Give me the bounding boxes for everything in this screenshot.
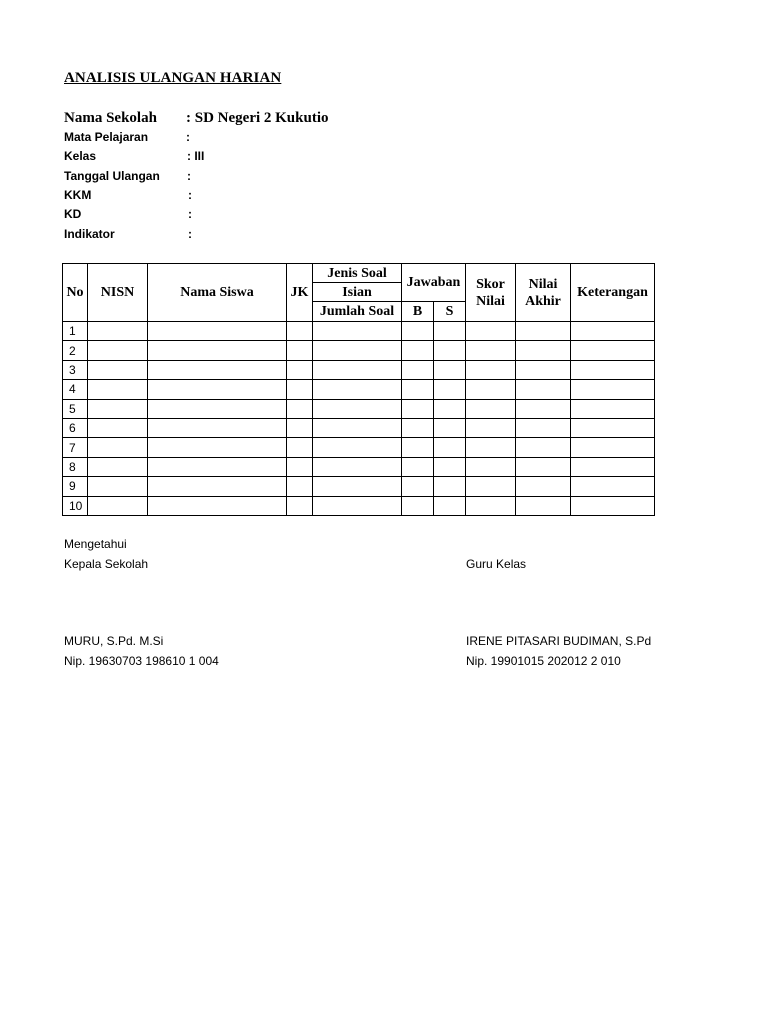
- gender-cell: [287, 399, 313, 418]
- score-cell: [466, 360, 516, 379]
- row-number: 9: [63, 477, 88, 496]
- final-grade-cell: [516, 418, 571, 437]
- question-count-cell: [313, 399, 402, 418]
- header-answer: Jawaban: [402, 264, 466, 302]
- remarks-cell: [571, 477, 655, 496]
- score-cell: [466, 399, 516, 418]
- score-cell: [466, 457, 516, 476]
- score-cell: [466, 418, 516, 437]
- student-name-cell: [148, 418, 287, 437]
- nisn-cell: [88, 399, 148, 418]
- wrong-cell: [434, 438, 466, 457]
- info-value: :: [188, 188, 192, 202]
- remarks-cell: [571, 322, 655, 341]
- footer-principal-role: Kepala Sekolah: [64, 557, 149, 571]
- question-count-cell: [313, 477, 402, 496]
- remarks-cell: [571, 418, 655, 437]
- final-grade-cell: [516, 341, 571, 360]
- gender-cell: [287, 360, 313, 379]
- nisn-cell: [88, 457, 148, 476]
- info-label: KKM: [64, 188, 92, 202]
- teacher-name: IRENE PITASARI BUDIMAN, S.Pd: [466, 634, 652, 648]
- school-value: : SD Negeri 2 Kukutio: [186, 110, 329, 126]
- row-number: 1: [63, 322, 88, 341]
- table-row: [63, 341, 655, 360]
- score-cell: [466, 322, 516, 341]
- score-cell: [466, 438, 516, 457]
- nisn-cell: [88, 438, 148, 457]
- wrong-cell: [434, 399, 466, 418]
- question-count-cell: [313, 438, 402, 457]
- question-count-cell: [313, 360, 402, 379]
- score-cell: [466, 477, 516, 496]
- info-value: :: [188, 227, 192, 241]
- student-name-cell: [148, 341, 287, 360]
- footer-teacher-role: Guru Kelas: [466, 557, 527, 571]
- remarks-cell: [571, 496, 655, 515]
- student-name-cell: [148, 438, 287, 457]
- info-label: Tanggal Ulangan: [64, 169, 160, 183]
- correct-cell: [402, 380, 434, 399]
- student-name-cell: [148, 457, 287, 476]
- header-correct: B: [402, 302, 434, 322]
- student-name-cell: [148, 360, 287, 379]
- wrong-cell: [434, 418, 466, 437]
- score-cell: [466, 380, 516, 399]
- nisn-cell: [88, 418, 148, 437]
- header-final-grade-label: Nilai Akhir: [525, 276, 561, 309]
- table-body: [63, 322, 655, 516]
- gender-cell: [287, 418, 313, 437]
- gender-cell: [287, 496, 313, 515]
- row-number: 5: [63, 399, 88, 418]
- table-row: [63, 496, 655, 515]
- wrong-cell: [434, 457, 466, 476]
- final-grade-cell: [516, 380, 571, 399]
- analysis-table: [62, 263, 655, 516]
- table-row: [63, 438, 655, 457]
- gender-cell: [287, 457, 313, 476]
- student-name-cell: [148, 322, 287, 341]
- info-value: : III: [187, 149, 205, 163]
- info-label: Indikator: [64, 227, 115, 241]
- principal-name: MURU, S.Pd. M.Si: [64, 634, 164, 648]
- correct-cell: [402, 496, 434, 515]
- header-no: No: [63, 264, 88, 322]
- remarks-cell: [571, 341, 655, 360]
- gender-cell: [287, 438, 313, 457]
- wrong-cell: [434, 380, 466, 399]
- remarks-cell: [571, 360, 655, 379]
- footer-acknowledged: Mengetahui: [64, 537, 127, 551]
- student-name-cell: [148, 380, 287, 399]
- score-cell: [466, 341, 516, 360]
- gender-cell: [287, 477, 313, 496]
- remarks-cell: [571, 438, 655, 457]
- correct-cell: [402, 438, 434, 457]
- header-question-count: Jumlah Soal: [313, 302, 402, 322]
- nisn-cell: [88, 341, 148, 360]
- table-row: [63, 399, 655, 418]
- info-value: :: [188, 207, 192, 221]
- header-gender: JK: [287, 264, 313, 322]
- nisn-cell: [88, 322, 148, 341]
- gender-cell: [287, 341, 313, 360]
- question-count-cell: [313, 457, 402, 476]
- info-label: Kelas: [64, 149, 97, 163]
- final-grade-cell: [516, 496, 571, 515]
- nisn-cell: [88, 380, 148, 399]
- header-student-name: Nama Siswa: [148, 264, 287, 322]
- header-nisn: NISN: [88, 264, 148, 322]
- row-number: 8: [63, 457, 88, 476]
- info-label: KD: [64, 207, 82, 221]
- final-grade-cell: [516, 322, 571, 341]
- question-count-cell: [313, 496, 402, 515]
- teacher-nip: Nip. 19901015 202012 2 010: [466, 654, 621, 668]
- gender-cell: [287, 380, 313, 399]
- row-number: 7: [63, 438, 88, 457]
- final-grade-cell: [516, 360, 571, 379]
- correct-cell: [402, 341, 434, 360]
- final-grade-cell: [516, 457, 571, 476]
- nisn-cell: [88, 477, 148, 496]
- header-question-type: Jenis Soal: [313, 264, 402, 283]
- info-value: :: [187, 169, 191, 183]
- student-name-cell: [148, 477, 287, 496]
- score-cell: [466, 496, 516, 515]
- question-count-cell: [313, 418, 402, 437]
- correct-cell: [402, 399, 434, 418]
- correct-cell: [402, 322, 434, 341]
- table-row: [63, 380, 655, 399]
- header-final-grade: [516, 264, 571, 322]
- student-name-cell: [148, 496, 287, 515]
- row-number: 2: [63, 341, 88, 360]
- table-row: [63, 477, 655, 496]
- school-label: Nama Sekolah: [64, 110, 157, 126]
- row-number: 6: [63, 418, 88, 437]
- row-number: 3: [63, 360, 88, 379]
- row-number: 10: [63, 496, 88, 515]
- gender-cell: [287, 322, 313, 341]
- table-row: [63, 418, 655, 437]
- wrong-cell: [434, 477, 466, 496]
- remarks-cell: [571, 380, 655, 399]
- correct-cell: [402, 457, 434, 476]
- header-score: [466, 264, 516, 322]
- correct-cell: [402, 360, 434, 379]
- wrong-cell: [434, 496, 466, 515]
- final-grade-cell: [516, 477, 571, 496]
- header-score-label: Skor Nilai: [476, 276, 505, 309]
- correct-cell: [402, 477, 434, 496]
- question-count-cell: [313, 322, 402, 341]
- wrong-cell: [434, 360, 466, 379]
- info-value: :: [186, 130, 190, 144]
- correct-cell: [402, 418, 434, 437]
- document-title: ANALISIS ULANGAN HARIAN: [64, 70, 282, 86]
- header-wrong: S: [434, 302, 466, 322]
- nisn-cell: [88, 496, 148, 515]
- question-count-cell: [313, 341, 402, 360]
- nisn-cell: [88, 360, 148, 379]
- table-row: [63, 322, 655, 341]
- info-label: Mata Pelajaran: [64, 130, 149, 144]
- student-name-cell: [148, 399, 287, 418]
- final-grade-cell: [516, 399, 571, 418]
- question-count-cell: [313, 380, 402, 399]
- row-number: 4: [63, 380, 88, 399]
- principal-nip: Nip. 19630703 198610 1 004: [64, 654, 219, 668]
- wrong-cell: [434, 341, 466, 360]
- remarks-cell: [571, 457, 655, 476]
- header-fill-in: Isian: [313, 283, 402, 302]
- remarks-cell: [571, 399, 655, 418]
- wrong-cell: [434, 322, 466, 341]
- table-row: [63, 457, 655, 476]
- table-row: [63, 360, 655, 379]
- header-remarks: Keterangan: [571, 264, 655, 322]
- final-grade-cell: [516, 438, 571, 457]
